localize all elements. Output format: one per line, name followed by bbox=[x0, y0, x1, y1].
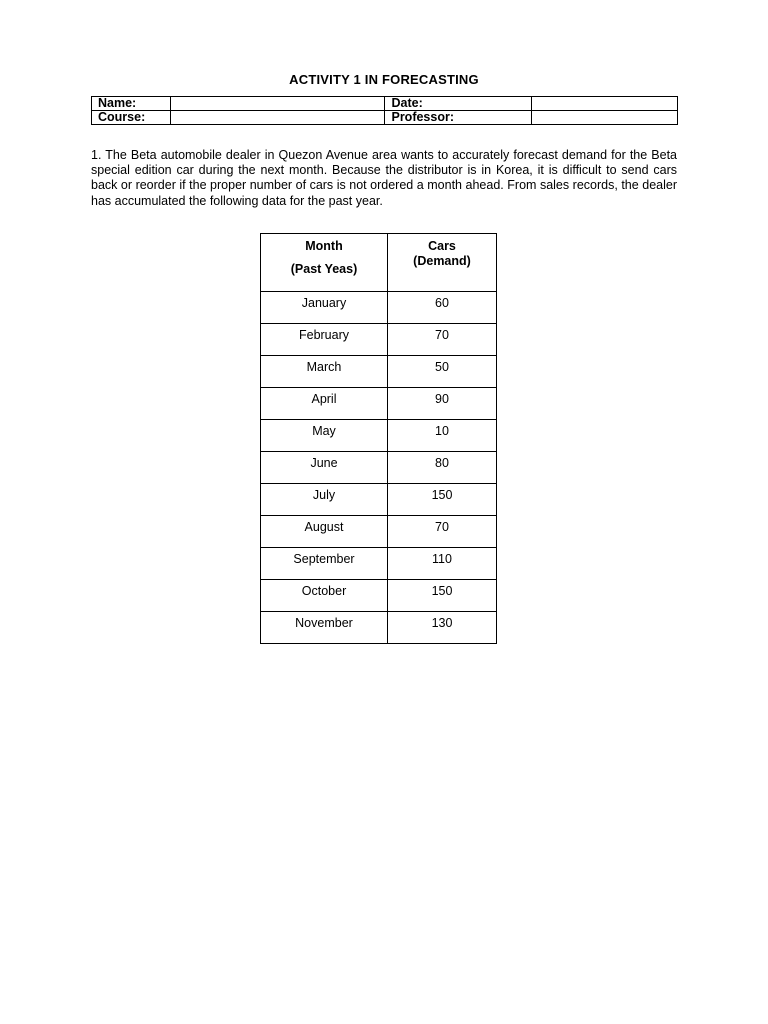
date-field[interactable] bbox=[531, 97, 677, 111]
info-row-name bbox=[92, 97, 678, 111]
cars-cell bbox=[388, 516, 497, 548]
header-month-line2: (Past Yeas) bbox=[290, 262, 358, 276]
month-cell bbox=[261, 292, 388, 324]
demand-table-body bbox=[261, 292, 497, 644]
month-cell bbox=[261, 388, 388, 420]
cars-cell bbox=[388, 292, 497, 324]
course-label: Course: bbox=[92, 111, 171, 125]
info-row-course bbox=[92, 111, 678, 125]
table-row bbox=[261, 484, 497, 516]
header-cars bbox=[388, 234, 497, 292]
document-title: ACTIVITY 1 IN FORECASTING bbox=[289, 72, 479, 87]
header-cars-line1: Cars bbox=[428, 239, 456, 253]
month-value: April bbox=[311, 392, 337, 406]
month-value: November bbox=[295, 616, 353, 630]
demand-table bbox=[260, 233, 497, 644]
month-value: August bbox=[304, 520, 344, 534]
name-label: Name: bbox=[92, 97, 171, 111]
cars-cell bbox=[388, 420, 497, 452]
cars-cell bbox=[388, 356, 497, 388]
month-cell bbox=[261, 612, 388, 644]
course-field[interactable] bbox=[171, 111, 385, 125]
month-value: September bbox=[293, 552, 355, 566]
header-month bbox=[261, 234, 388, 292]
month-value: June bbox=[310, 456, 338, 470]
student-info-table bbox=[91, 96, 678, 125]
month-cell bbox=[261, 452, 388, 484]
demand-table-header bbox=[261, 234, 497, 292]
cars-cell bbox=[388, 388, 497, 420]
cars-value: 10 bbox=[435, 424, 449, 438]
month-value: July bbox=[312, 488, 336, 502]
table-row bbox=[261, 292, 497, 324]
cars-value: 110 bbox=[432, 552, 452, 566]
table-row bbox=[261, 580, 497, 612]
cars-cell bbox=[388, 612, 497, 644]
cars-value: 150 bbox=[431, 488, 453, 502]
table-row bbox=[261, 420, 497, 452]
cars-value: 130 bbox=[431, 616, 453, 630]
month-cell bbox=[261, 324, 388, 356]
cars-value: 70 bbox=[435, 328, 449, 342]
cars-cell bbox=[388, 452, 497, 484]
month-value: March bbox=[306, 360, 342, 374]
cars-value: 150 bbox=[431, 584, 453, 598]
problem-paragraph: 1. The Beta automobile dealer in Quezon Avenue area wants to accurately forecast demand for the Beta special edition car during the next month. Because the distributor is in Korea, it is difficult to send cars back or reorder if the proper number of cars is not ordered a month ahead. From sales records, the dealer has accumulated the following data for the past year. bbox=[91, 148, 677, 208]
cars-cell bbox=[388, 580, 497, 612]
table-row bbox=[261, 516, 497, 548]
month-value: October bbox=[301, 584, 347, 598]
cars-value: 90 bbox=[435, 392, 449, 406]
cars-value: 50 bbox=[435, 360, 449, 374]
month-cell bbox=[261, 516, 388, 548]
month-cell bbox=[261, 484, 388, 516]
cars-cell bbox=[388, 324, 497, 356]
professor-label: Professor: bbox=[385, 111, 531, 125]
table-row bbox=[261, 324, 497, 356]
month-cell bbox=[261, 356, 388, 388]
month-cell bbox=[261, 580, 388, 612]
month-value: January bbox=[301, 296, 347, 310]
professor-field[interactable] bbox=[531, 111, 677, 125]
month-cell bbox=[261, 548, 388, 580]
month-value: May bbox=[312, 424, 336, 438]
cars-cell bbox=[388, 484, 497, 516]
table-row bbox=[261, 452, 497, 484]
header-month-line1: Month bbox=[305, 239, 343, 253]
month-value: February bbox=[298, 328, 350, 342]
header-cars-line2: (Demand) bbox=[413, 254, 471, 268]
cars-value: 80 bbox=[435, 456, 449, 470]
cars-value: 70 bbox=[435, 520, 449, 534]
table-row bbox=[261, 388, 497, 420]
table-row bbox=[261, 612, 497, 644]
cars-cell bbox=[388, 548, 497, 580]
month-cell bbox=[261, 420, 388, 452]
name-field[interactable] bbox=[171, 97, 385, 111]
table-row bbox=[261, 356, 497, 388]
table-row bbox=[261, 548, 497, 580]
cars-value: 60 bbox=[435, 296, 449, 310]
date-label: Date: bbox=[385, 97, 531, 111]
